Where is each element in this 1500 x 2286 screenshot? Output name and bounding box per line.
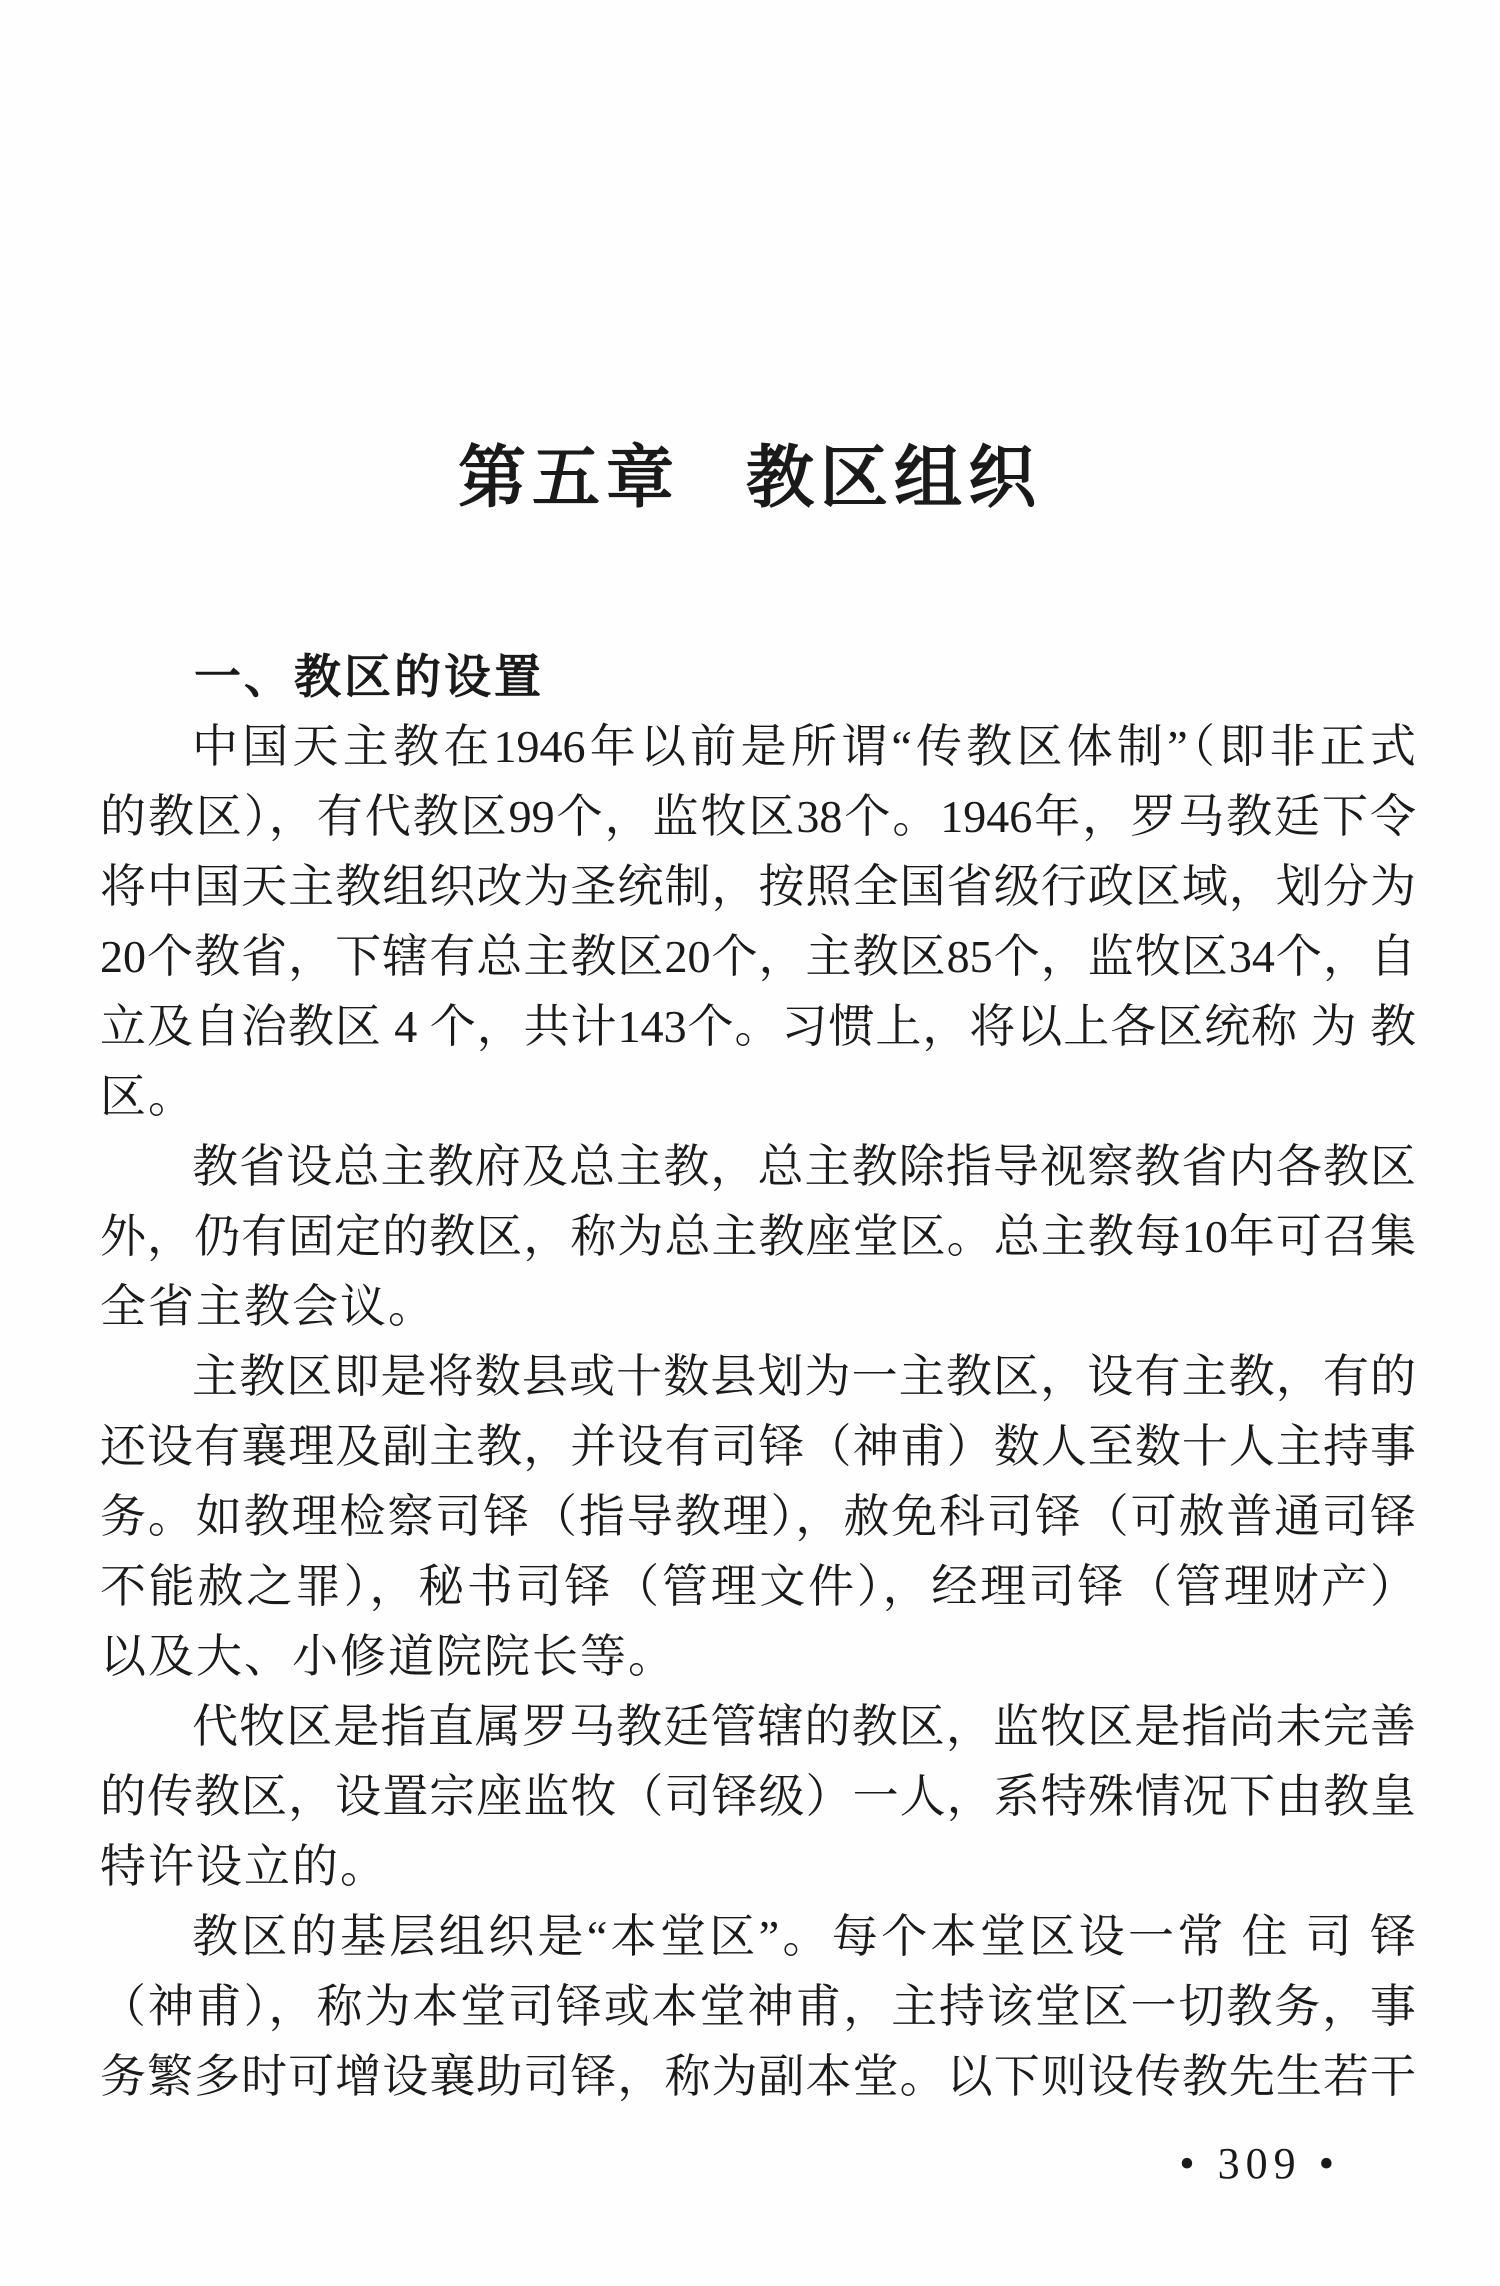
body-text	[100, 712, 1416, 2112]
text-line: 特许设立的。	[100, 1841, 388, 1892]
page-number: • 309 •	[1179, 2139, 1340, 2188]
text-line: 的教区），有代教区99个，监牧区38个。1946年，罗马教廷下令	[100, 791, 1416, 842]
text-line: 将中国天主教组织改为圣统制，按照全国省级行政区域，划分为	[100, 861, 1416, 912]
text-line: 立及自治教区 4 个，共计143个。习惯上，将以上各区统称 为 教	[100, 1001, 1416, 1052]
text-line: 主教区即是将数县或十数县划为一主教区，设有主教，有的	[192, 1351, 1416, 1402]
text-line: 还设有襄理及副主教，并设有司铎（神甫）数人至数十人主持事	[100, 1421, 1416, 1472]
text-line: 务。如教理检察司铎（指导教理），赦免科司铎（可赦普通司铎	[100, 1491, 1416, 1542]
text-line: 教区的基层组织是“本堂区”。每个本堂区设一常 住 司 铎	[192, 1911, 1416, 1962]
text-line: 的传教区，设置宗座监牧（司铎级）一人，系特殊情况下由教皇	[100, 1771, 1416, 1822]
chapter-name: 教区组织	[746, 440, 1043, 516]
text-line: （神甫），称为本堂司铎或本堂神甫，主持该堂区一切教务，事	[100, 1981, 1416, 2032]
text-line: 全省主教会议。	[100, 1281, 436, 1332]
section-heading: 一、教区的设置	[194, 652, 544, 704]
chapter-number: 第五章	[457, 440, 680, 516]
text-line: 不能赦之罪），秘书司铎（管理文件），经理司铎（管理财产）	[100, 1561, 1416, 1612]
text-line: 区。	[100, 1071, 196, 1122]
text-line: 代牧区是指直属罗马教廷管辖的教区，监牧区是指尚未完善	[192, 1701, 1416, 1752]
text-line: 中国天主教在1946年以前是所谓“传教区体制”（即非正式	[192, 721, 1416, 772]
text-line: 外，仍有固定的教区，称为总主教座堂区。总主教每10年可召集	[100, 1211, 1416, 1262]
chapter-title	[0, 438, 1500, 520]
text-line: 务繁多时可增设襄助司铎，称为副本堂。以下则设传教先生若干	[100, 2051, 1416, 2102]
text-line: 教省设总主教府及总主教，总主教除指导视察教省内各教区	[192, 1141, 1416, 1192]
text-line: 20个教省，下辖有总主教区20个，主教区85个，监牧区34个，自	[100, 931, 1416, 982]
text-line: 以及大、小修道院院长等。	[100, 1631, 676, 1682]
